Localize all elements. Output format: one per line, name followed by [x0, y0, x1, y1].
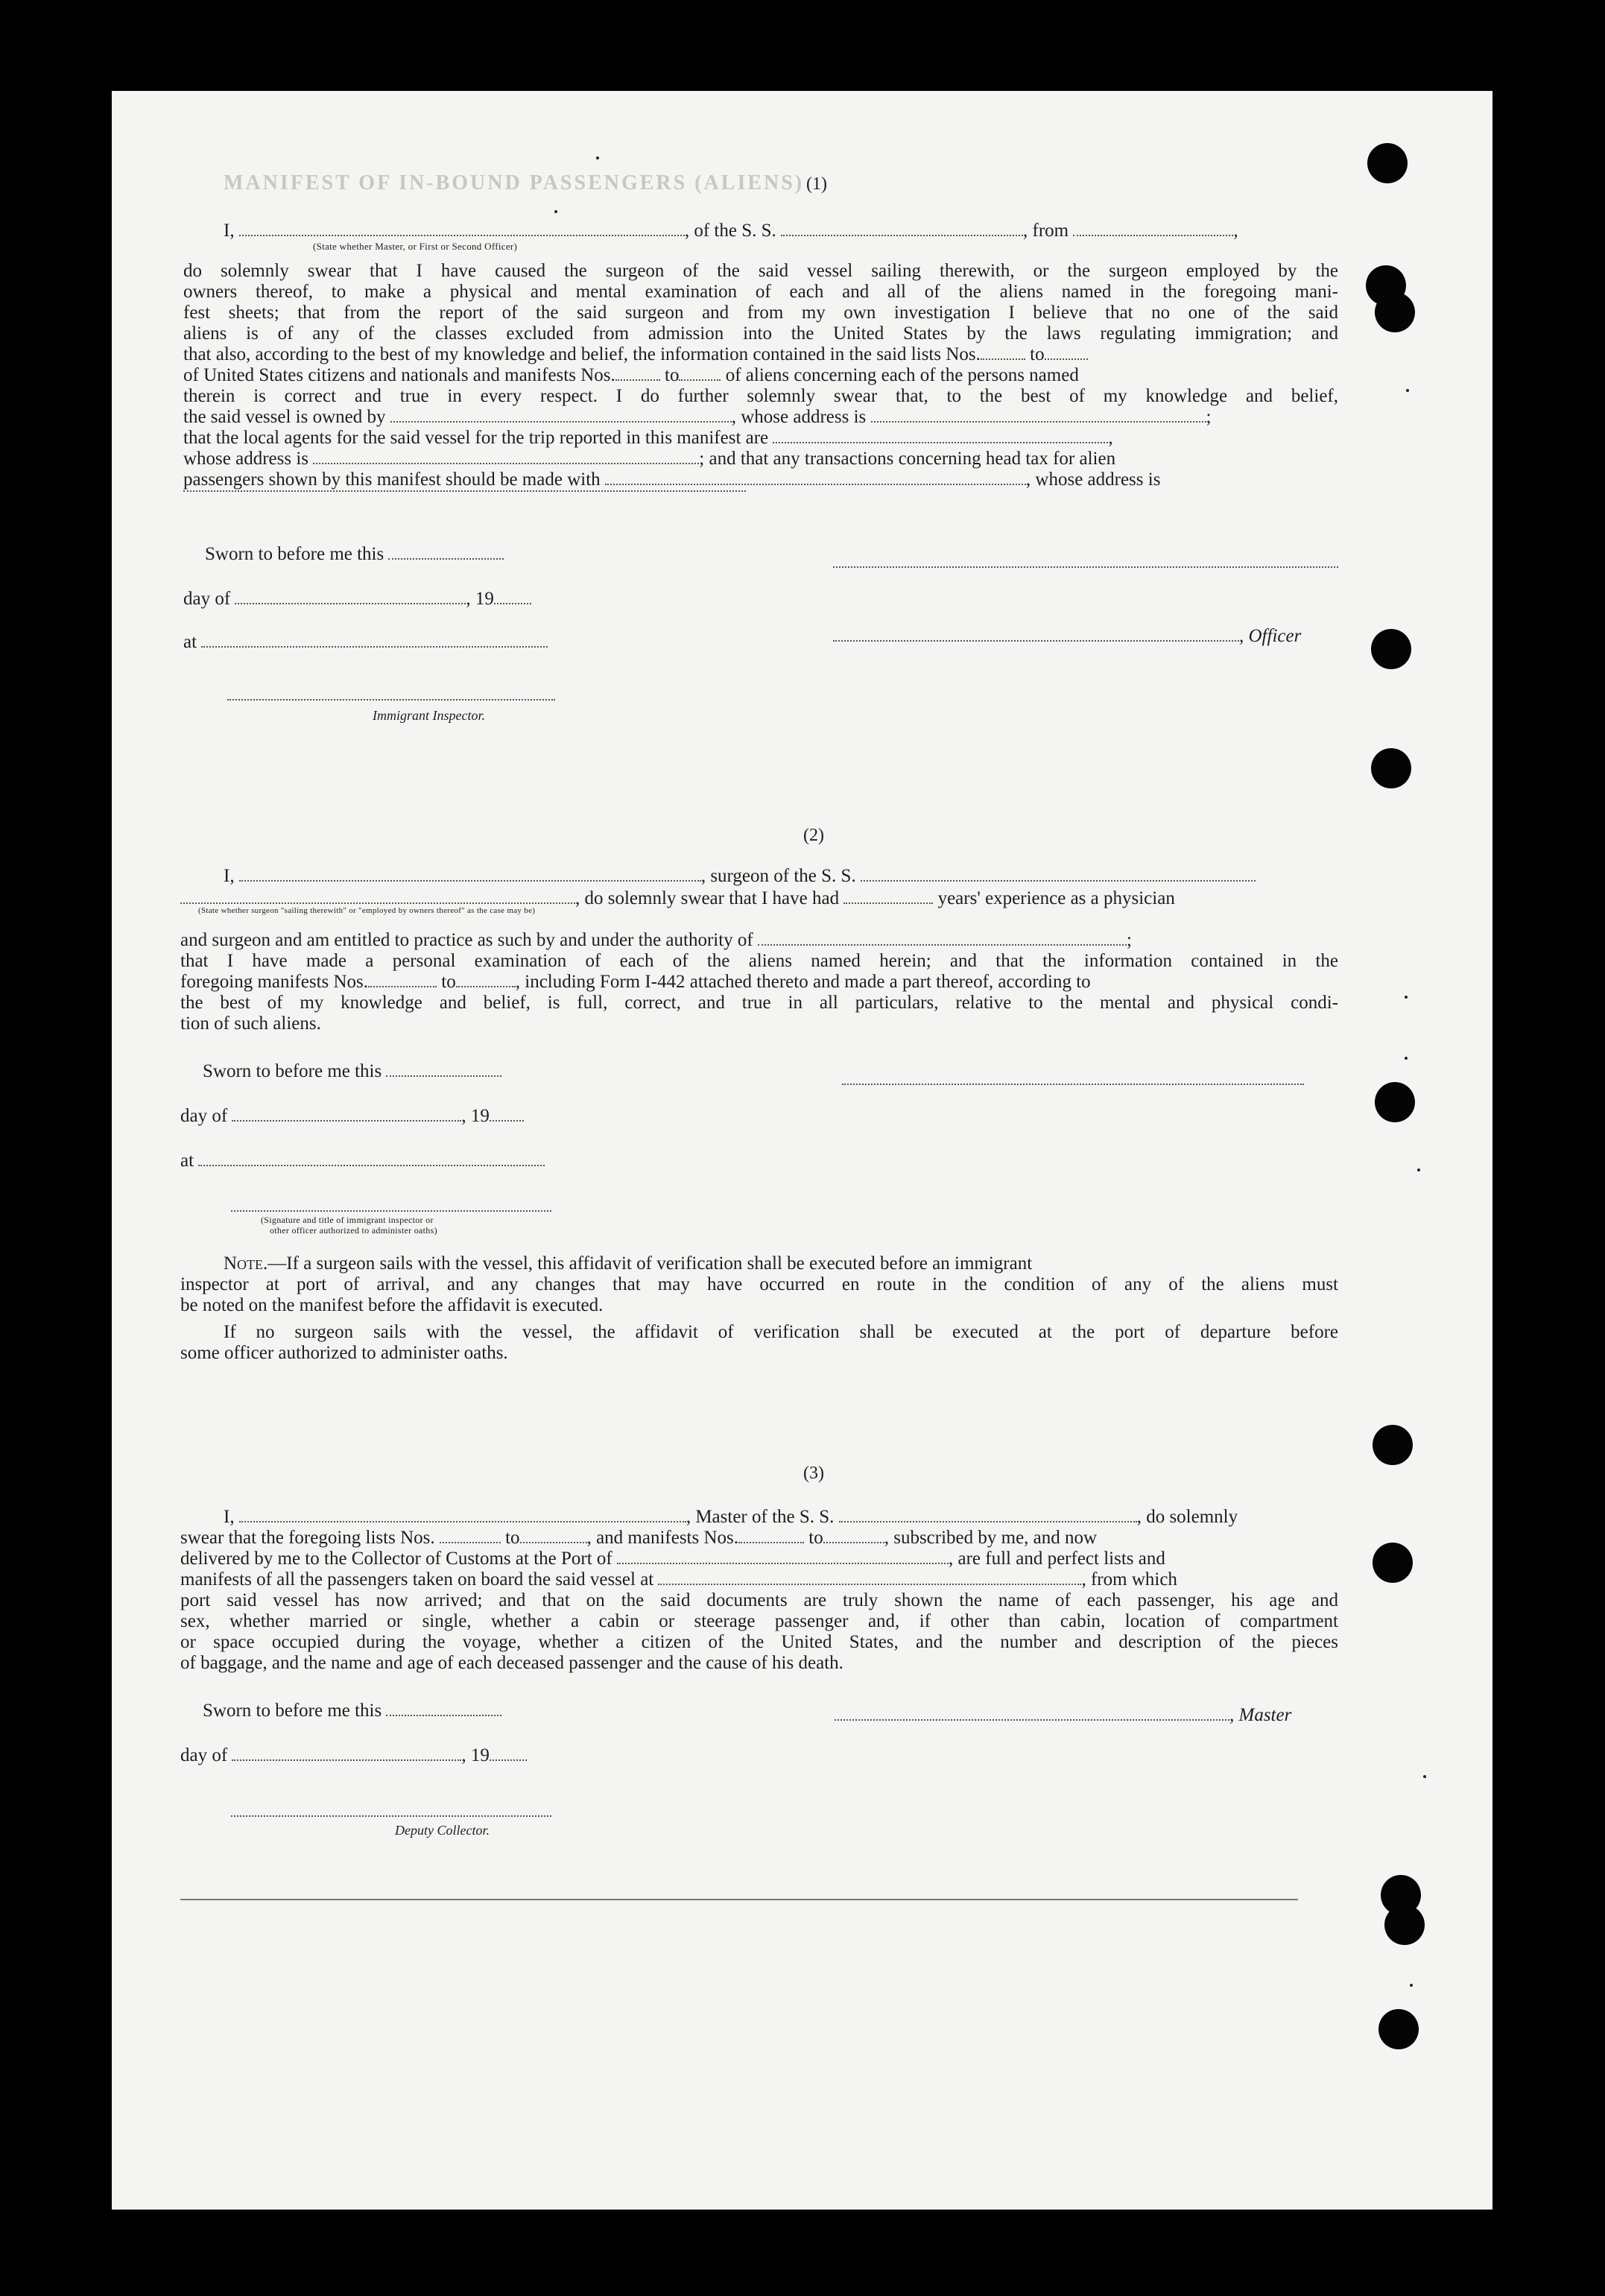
s1-para-line-1: do solemnly swear that I have caused the surgeon of the said vessel sailing therewith, or the surgeon employed by the	[183, 261, 1338, 281]
binder-hole	[1375, 292, 1415, 332]
s1-para-line-2: owners thereof, to make a physical and mental examination of each and all of the aliens named in the foregoing mani-	[183, 282, 1338, 302]
s3-vessel-blank[interactable]	[839, 1509, 1137, 1522]
s3-master-label: , Master	[1229, 1705, 1292, 1725]
document-page	[112, 91, 1492, 2210]
s1-sworn-text: Sworn to before me this	[205, 544, 384, 564]
s2-note-line-1	[224, 1253, 1338, 1274]
bottom-rule	[180, 1897, 1298, 1900]
s3-day-of	[180, 1745, 527, 1766]
s1-l5-text: that also, according to the best of my knowledge and belief, the information contained in the said lists Nos.	[183, 344, 981, 364]
s2-line-7: tion of such aliens.	[180, 1013, 321, 1034]
s1-whose-address-2: whose address is	[183, 449, 309, 469]
s1-inspector-line[interactable]	[227, 698, 555, 700]
s1-officer-sign-blank[interactable]	[833, 628, 1239, 642]
s1-day-of	[183, 589, 531, 610]
s3-from-which: , from which	[1081, 1569, 1177, 1590]
s1-line-7: therein is correct and true in every respect. I do further solemnly swear that, to the best of my knowledge and belief,	[183, 386, 1338, 406]
s3-subscribed: , subscribed by me, and now	[884, 1528, 1098, 1548]
s1-line-10	[183, 449, 1115, 469]
s2-years-experience: years' experience as a physician	[937, 888, 1175, 908]
s1-officer-line	[833, 626, 1301, 647]
s1-comma: ,	[1233, 221, 1238, 241]
s1-i: I,	[224, 221, 235, 241]
s1-signature-line[interactable]	[833, 565, 1338, 568]
s1-at-text: at	[183, 632, 197, 652]
s3-para-line-1: port said vessel has now arrived; and that on the said documents are truly shown the name of each passenger, his age and	[180, 1590, 1338, 1610]
s1-address-line[interactable]	[183, 489, 746, 492]
s3-to-2: to	[808, 1528, 823, 1548]
s1-day-blank[interactable]	[235, 591, 466, 604]
binder-hole	[1367, 143, 1408, 183]
s3-manifests-nos: , and manifests Nos.	[586, 1528, 739, 1548]
s1-l6-tail: of aliens concerning each of the persons named	[725, 365, 1079, 385]
s3-manifests-to-blank[interactable]	[823, 1530, 884, 1543]
binder-hole	[1384, 1905, 1425, 1945]
s2-sworn	[203, 1061, 501, 1082]
s2-day-of	[180, 1106, 524, 1127]
speck	[1406, 389, 1409, 392]
s2-day-blank[interactable]	[232, 1108, 461, 1122]
s1-lists-to-blank[interactable]	[1045, 347, 1088, 360]
s1-day-of-text: day of	[183, 589, 231, 609]
s2-note-line-4: If no surgeon sails with the vessel, the affidavit of verification shall be executed at the port of departure before	[224, 1322, 1338, 1342]
s1-owner-blank[interactable]	[390, 409, 732, 423]
s3-master-sign-blank[interactable]	[835, 1707, 1229, 1721]
s1-year-blank[interactable]	[494, 591, 531, 604]
s1-from: , from	[1023, 221, 1069, 241]
s3-day-blank[interactable]	[232, 1748, 461, 1761]
s3-manifests-from-blank[interactable]	[738, 1530, 804, 1543]
s1-at-blank[interactable]	[201, 634, 548, 648]
s2-sig-caption-1: (Signature and title of immigrant inspector or	[261, 1215, 434, 1225]
s2-surgeon-blank[interactable]	[239, 868, 701, 882]
binder-hole	[1378, 2009, 1419, 2049]
s1-from-blank[interactable]	[1073, 223, 1233, 236]
s1-manifests-to-blank[interactable]	[679, 367, 721, 381]
s3-line-3	[180, 1549, 1165, 1569]
section-1-number: (1)	[806, 174, 827, 194]
speck	[1405, 996, 1408, 999]
s1-of-ss: , of the S. S.	[684, 221, 776, 241]
s3-master-of-ss: , Master of the S. S.	[686, 1507, 835, 1527]
s3-swear-lists: swear that the foregoing lists Nos.	[180, 1528, 435, 1548]
s3-board-port-blank[interactable]	[658, 1572, 1081, 1585]
s2-note-line-2: inspector at port of arrival, and any changes that may have occurred en route in the condition of any of the aliens must	[180, 1274, 1338, 1294]
s3-sworn-text: Sworn to before me this	[203, 1701, 382, 1721]
s2-to: to	[441, 972, 456, 992]
s1-comma-9: ,	[1108, 428, 1113, 448]
s3-collector: delivered by me to the Collector of Customs at the Port of	[180, 1549, 612, 1569]
s2-manifests-to-blank[interactable]	[456, 974, 516, 987]
s2-surgeon-of-ss: , surgeon of the S. S.	[700, 866, 856, 886]
s1-para-line-4: aliens is of any of the classes excluded from admission into the United States by the laws regulating immigration; and	[183, 323, 1338, 344]
s2-manifests-from-blank[interactable]	[368, 974, 437, 987]
s2-note-line-5: some officer authorized to administer oaths.	[180, 1343, 508, 1363]
binder-hole	[1373, 1425, 1413, 1465]
s3-para-line-3: or space occupied during the voyage, whether a citizen of the United States, and the number and description of the pieces	[180, 1632, 1338, 1652]
binder-hole	[1371, 748, 1411, 788]
s3-port-blank[interactable]	[617, 1551, 949, 1564]
s2-year-blank[interactable]	[490, 1108, 524, 1122]
s2-form-i442: , including Form I-442 attached thereto and made a part thereof, according to	[515, 972, 1091, 992]
s3-para-line-4: of baggage, and the name and age of each deceased passenger and the cause of his death.	[180, 1653, 843, 1673]
s2-semicolon: ;	[1127, 930, 1132, 950]
s3-collector-line[interactable]	[231, 1814, 551, 1817]
s2-authority: and surgeon and am entitled to practice as such by and under the authority of	[180, 930, 753, 950]
speck	[1410, 1984, 1413, 1987]
s3-day-of-text: day of	[180, 1745, 228, 1765]
s1-inspector-label: Immigrant Inspector.	[373, 708, 485, 723]
s2-line-6: the best of my knowledge and belief, is full, correct, and true in all particulars, relative to the mental and physical condi-	[180, 993, 1338, 1013]
s1-whose-address: , whose address is	[731, 407, 867, 427]
s1-sworn-date-blank[interactable]	[388, 546, 504, 560]
s1-vessel-blank[interactable]	[781, 223, 1023, 236]
s3-collector-label: Deputy Collector.	[395, 1823, 490, 1838]
s1-l6-to: to	[665, 365, 680, 385]
s1-agents-blank[interactable]	[773, 430, 1108, 443]
s3-line-1	[224, 1507, 1238, 1528]
s1-semicolon: ;	[1206, 407, 1212, 427]
s2-sig-caption-2: other officer authorized to administer oaths)	[270, 1225, 437, 1236]
s3-para-line-2: sex, whether married or single, whether a cabin or steerage passenger and, if other than cabin, location of compartment	[180, 1611, 1338, 1631]
s2-at-text: at	[180, 1151, 194, 1171]
s2-day-of-text: day of	[180, 1106, 228, 1126]
s1-manifests-from-blank[interactable]	[615, 367, 660, 381]
speck	[596, 156, 599, 159]
s1-owner-address-blank[interactable]	[871, 409, 1206, 423]
s3-year-blank[interactable]	[490, 1748, 527, 1761]
s3-line-4	[180, 1569, 1177, 1590]
section-2-number: (2)	[803, 826, 824, 845]
s2-i: I,	[224, 866, 235, 886]
s1-whose-address-3: , whose address is	[1025, 469, 1161, 490]
s1-l5-to: to	[1030, 344, 1045, 364]
s2-inspector-line[interactable]	[231, 1209, 551, 1212]
s2-do-solemnly: , do solemnly swear that I have had	[575, 888, 840, 908]
s1-oath-line	[224, 221, 1238, 241]
s3-lists-to-blank[interactable]	[520, 1530, 587, 1543]
s3-lists-from-blank[interactable]	[440, 1530, 501, 1543]
s1-at	[183, 632, 548, 653]
s1-line-8	[183, 407, 1211, 428]
s2-line-3	[180, 930, 1132, 951]
s1-line-5	[183, 344, 1088, 365]
speck	[1417, 1168, 1420, 1171]
s2-note-line-3: be noted on the manifest before the affidavit is executed.	[180, 1295, 604, 1315]
s2-year: , 19	[461, 1106, 490, 1126]
s1-head-tax-blank[interactable]	[605, 472, 1026, 485]
faded-header: MANIFEST OF IN-BOUND PASSENGERS (ALIENS)	[224, 171, 805, 195]
binder-hole	[1375, 1082, 1415, 1122]
s1-officer-caption: (State whether Master, or First or Second Officer)	[313, 241, 518, 252]
s2-at	[180, 1151, 545, 1171]
s1-agents-address-blank[interactable]	[313, 451, 699, 464]
speck	[554, 210, 557, 213]
s3-do-solemnly: , do solemnly	[1136, 1507, 1238, 1527]
s3-master-sign	[835, 1705, 1291, 1726]
s2-at-blank[interactable]	[198, 1153, 545, 1166]
s2-years-blank[interactable]	[843, 891, 933, 904]
s2-sworn-blank[interactable]	[386, 1063, 501, 1077]
s1-sworn	[205, 544, 504, 565]
speck	[1405, 1057, 1408, 1060]
s2-manifests-nos: foregoing manifests Nos.	[180, 972, 369, 992]
s2-vessel-blank[interactable]	[861, 868, 1256, 882]
s3-i: I,	[224, 1507, 235, 1527]
s2-sailing-blank[interactable]	[180, 891, 575, 904]
section-3-number: (3)	[803, 1464, 824, 1483]
s2-authority-blank[interactable]	[758, 932, 1127, 946]
s3-master-blank[interactable]	[239, 1509, 686, 1522]
binder-hole	[1371, 629, 1411, 669]
s1-officer-blank[interactable]	[239, 223, 685, 236]
s1-owned-by: the said vessel is owned by	[183, 407, 386, 427]
s2-surgeon-caption: (State whether surgeon "sailing therewith" or "employed by owners thereof" as the case may be)	[198, 906, 536, 915]
binder-hole	[1373, 1543, 1413, 1583]
s1-local-agents: that the local agents for the said vessel for the trip reported in this manifest are	[183, 428, 769, 448]
s3-line-2	[180, 1528, 1097, 1549]
s2-note-label: Note.	[224, 1253, 268, 1274]
s3-year: , 19	[461, 1745, 490, 1765]
s1-line-11	[183, 469, 1160, 490]
s3-sworn-blank[interactable]	[386, 1703, 501, 1716]
s2-line-5	[180, 972, 1091, 993]
s3-taken-on-board: manifests of all the passengers taken on board the said vessel at	[180, 1569, 654, 1590]
s1-lists-from-blank[interactable]	[981, 347, 1025, 360]
speck	[1423, 1775, 1426, 1778]
s1-head-tax: ; and that any transactions concerning head tax for alien	[699, 449, 1116, 469]
s2-note-text-1: —If a surgeon sails with the vessel, this affidavit of verification shall be executed before an immigrant	[268, 1253, 1033, 1274]
s2-line-4: that I have made a personal examination of each of the aliens named herein; and that the information contained in the	[180, 951, 1338, 971]
s3-to-1: to	[505, 1528, 520, 1548]
s2-sworn-text: Sworn to before me this	[203, 1061, 382, 1081]
s3-sworn	[203, 1701, 501, 1721]
s2-signature-line[interactable]	[842, 1082, 1304, 1085]
s1-line-9	[183, 428, 1113, 449]
s1-passengers-shown: passengers shown by this manifest should be made with	[183, 469, 601, 490]
s1-l6-text: of United States citizens and nationals and manifests Nos.	[183, 365, 615, 385]
s1-officer-label: , Officer	[1239, 626, 1302, 646]
s1-line-6	[183, 365, 1079, 386]
s2-line-1	[224, 866, 1256, 887]
s1-para-line-3: fest sheets; that from the report of the said surgeon and from my own investigation I believe that no one of the said	[183, 303, 1338, 323]
s1-year: , 19	[466, 589, 494, 609]
s3-full-perfect: , are full and perfect lists and	[949, 1549, 1165, 1569]
